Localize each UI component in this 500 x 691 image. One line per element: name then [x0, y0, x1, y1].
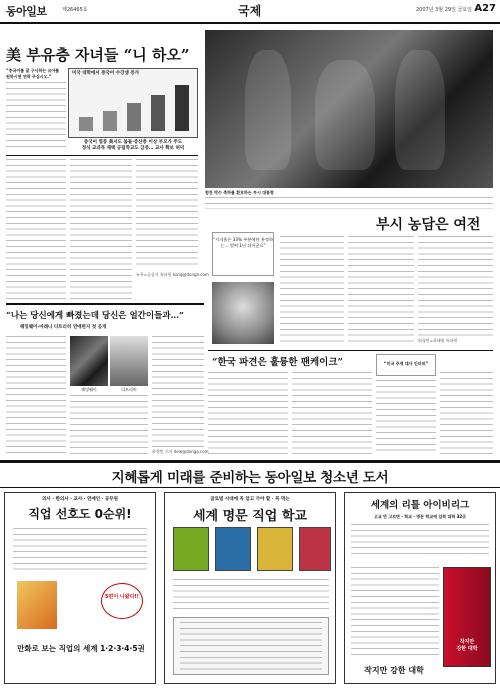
ad-book1-top: 의사 · 한의사 · 교사 · 연예인 · 공무원 — [42, 497, 118, 502]
story3-col2 — [70, 395, 148, 454]
story3-col1 — [6, 336, 66, 454]
story3-subhead: 헤밍웨이-마레나 디트리히 연애편지 첫 공개 — [20, 325, 107, 330]
ad-book2-text — [173, 579, 329, 613]
ad-book2-cover2 — [215, 527, 251, 571]
story1-col3 — [136, 159, 198, 269]
chart-bar-1 — [79, 117, 93, 131]
story2-col3 — [418, 236, 493, 336]
story2-photo-caption: 힘찬 박수 축하를 환호하는 부시 대통령 — [205, 190, 274, 195]
story4-col1 — [208, 372, 288, 454]
hemingway-caption: 헤밍웨이 — [81, 387, 97, 392]
ad-book1-cover — [17, 581, 57, 629]
newspaper-logo: 동아일보 — [6, 5, 47, 18]
ad-book1-text — [13, 528, 147, 572]
dietrich-caption: 디트리히 — [121, 387, 137, 392]
ad-book3-sub: 고교 만 고르면 · 학교 · 명문 학교에 입학 대학 32곳 — [373, 514, 467, 519]
story1-subhead: 중국어 열풍 美서도 붐돌·증산층 이상 부모가 주도 — [83, 140, 183, 145]
ad-book2-cover3 — [257, 527, 293, 571]
section-title: 국제 — [238, 4, 262, 18]
ad-book1-sticker — [101, 583, 143, 619]
story4-subhead-box — [376, 354, 436, 376]
ad-title-rule — [0, 487, 500, 488]
chart-bar-2 — [103, 111, 117, 131]
ad-banner-title: 지혜롭게 미래를 준비하는 동아일보 청소년 도서 — [111, 470, 389, 486]
story1-quote-text — [6, 82, 66, 148]
dietrich-photo — [110, 336, 148, 386]
story3-top-rule — [6, 303, 204, 305]
story4-col3 — [376, 380, 436, 454]
ad-book2-cover4 — [299, 527, 331, 571]
ad-book2-cover1 — [173, 527, 209, 571]
issue-date: 2007년 3월 29일 금요일 — [415, 7, 472, 13]
story1-divider — [6, 155, 198, 156]
ad-book3-cover: 작지만 강한 대학 — [443, 567, 491, 667]
story2-caption-text — [205, 197, 493, 209]
story2-headline: 부시 농담은 여전 — [376, 217, 481, 233]
ad-book2-top: 글로벌 시대에 꼭 알고 가야 할 · 꼭 먹는 — [210, 497, 290, 502]
story1-chart — [68, 68, 198, 138]
story4-headline: “한국 파견은 훌륭한 팬케이크” — [212, 357, 343, 368]
ad-book2[interactable] — [164, 492, 336, 684]
story2-byline: 워싱턴=하태원 특파원 — [418, 338, 458, 343]
chart-bar-5 — [175, 85, 189, 131]
ad-top-rule — [0, 460, 500, 463]
story2-pull-quote: “지지율은 33% 부분에만 흥정하는… 벌써 1년 뒤이군요” — [213, 237, 273, 248]
ad-book3-book-title: 작지만 강한 대학 — [364, 666, 424, 675]
story2-col1 — [280, 236, 344, 344]
story2-col2 — [348, 236, 414, 344]
story1-quote-line1: “중국어를 잘 구사하는 유아를 — [6, 68, 60, 73]
ad-book3-title: 세계의 리틀 아이비리그 — [370, 500, 470, 511]
story1-subhead2: 정식 교과목 채택 공립학교도 급증… 교사 확보 허덕 — [81, 146, 185, 151]
chart-bar-3 — [127, 103, 141, 131]
story4-col4 — [440, 372, 493, 454]
story3-byline: 하정민 기자 dew@donga.com — [152, 449, 209, 454]
story1-quote-box — [6, 68, 66, 148]
ad-book1-sticker-text: 5편이 나왔다!! — [105, 594, 139, 600]
ad-book3[interactable] — [344, 492, 496, 684]
chart-title: 미국 대학에서 중국어 수강생 증가 — [72, 71, 140, 76]
ad-book3-text2 — [351, 567, 439, 657]
ad-book3-text — [351, 524, 489, 554]
ad-book2-title: 세계 명문 직업 학교 — [192, 509, 308, 524]
story4-top-rule — [208, 350, 493, 351]
ad-book1[interactable] — [4, 492, 156, 684]
ad-book1-bottom: 만화로 보는 직업의 세계 1·2·3·4·5권 — [17, 644, 145, 653]
story2-photo — [205, 30, 493, 188]
story1-headline: 美 부유층 자녀들 “니 하오” — [6, 46, 190, 64]
story1-byline: 뉴욕=공종식 특파원 kong@donga.com — [136, 272, 209, 277]
ad-book2-panel — [173, 617, 329, 675]
bush-portrait — [212, 282, 274, 344]
story1-quote-line2: 원하시면 연락 주십시오.” — [6, 74, 52, 79]
issue-number: 제26465호 — [62, 7, 88, 13]
story3-headline: “나는 당신에게 빠졌는데 당신은 얼간이들과…” — [6, 311, 184, 321]
story1-col1 — [6, 159, 66, 299]
story1-col2 — [70, 159, 132, 299]
ad-book1-title: 직업 선호도 0순위! — [28, 507, 132, 521]
story3-col3 — [152, 336, 204, 448]
story2-pull-quote-box — [212, 232, 274, 276]
hemingway-photo — [70, 336, 108, 386]
story4-col2 — [292, 372, 372, 454]
page-number: A27 — [474, 3, 496, 14]
chart-bar-4 — [151, 95, 165, 131]
story4-subhead: “미국 주재 대사 인터뷰” — [383, 361, 429, 366]
